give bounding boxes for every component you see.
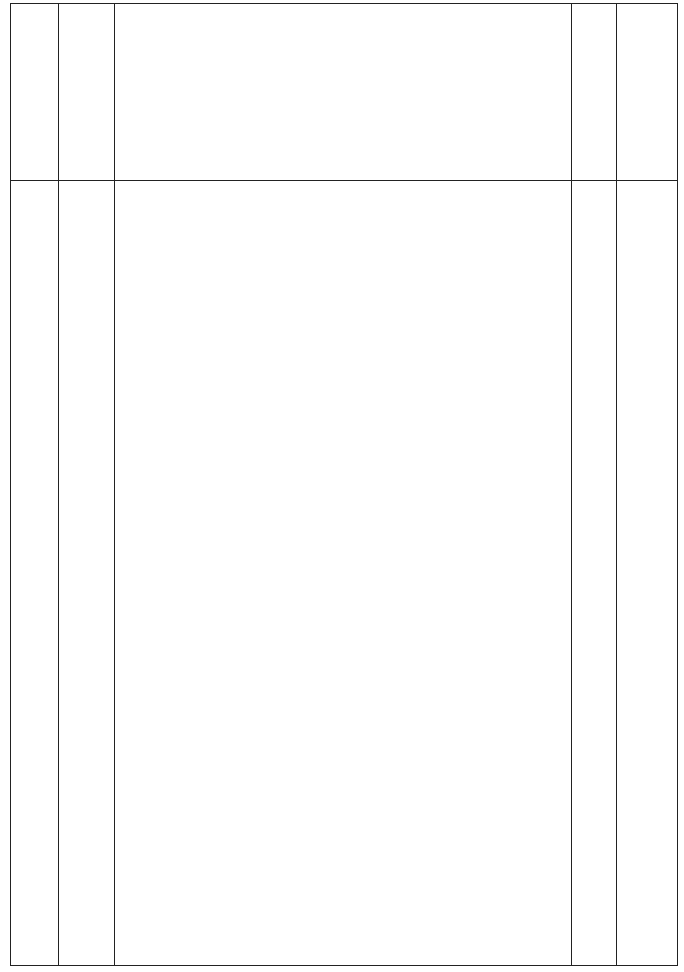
row-index-cell [11, 181, 58, 965]
product-name-cell [59, 181, 114, 965]
column-divider [114, 4, 115, 965]
quantity-cell [572, 181, 616, 965]
unit-cell [617, 181, 677, 965]
spec-table [10, 3, 678, 966]
